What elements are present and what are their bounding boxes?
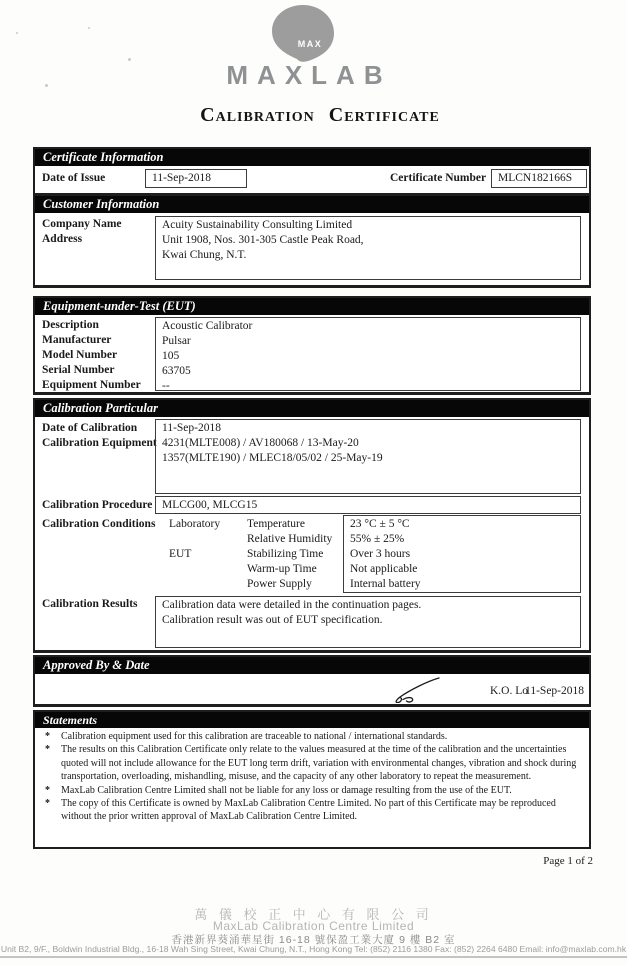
calibration-conditions-label: Calibration Conditions xyxy=(42,518,156,530)
scan-artifact xyxy=(88,27,90,29)
maxlab-wordmark: MAXLAB xyxy=(226,60,392,90)
footer-address-en: Unit B2, 9/F., Boldwin Industrial Bldg., 16-18 Wah Sing Street, Kwai Chung, N.T., Hong Kong Tel: (852) 2116 1380 Fax: (852) 2264 6480 Email: info@maxlab.com.hk xyxy=(0,944,627,954)
eut-row-value: 63705 xyxy=(162,365,191,377)
eut-row-label: Manufacturer xyxy=(42,334,112,346)
calibration-results-label: Calibration Results xyxy=(42,598,138,610)
approver-signature xyxy=(390,675,442,703)
section-header: Approved By & Date xyxy=(35,657,589,674)
condition-value: 23 °C ± 5 °C xyxy=(350,518,410,530)
section-header: Statements xyxy=(35,712,589,728)
date-of-issue-label: Date of Issue xyxy=(42,172,106,184)
section-approval xyxy=(33,655,591,707)
condition-name: Temperature xyxy=(247,518,305,530)
bullet-icon: * xyxy=(45,784,50,796)
footer-rule xyxy=(0,956,627,958)
eut-row-value: Acoustic Calibrator xyxy=(162,320,253,332)
statement-item: * The copy of this Certificate is owned by MaxLab Calibration Centre Limited. No part of this Certificate may be reproduced without the prior written approval of MaxLab Calibration Centre Limited. xyxy=(45,798,556,823)
calibration-equipment-line: 4231(MLTE008) / AV180068 / 13-May-20 xyxy=(162,437,359,449)
calibration-results-box xyxy=(155,596,581,648)
section-header: Customer Information xyxy=(35,196,589,213)
statement-item: * The results on this Calibration Certificate only relate to the values measured at the time of the calibration and the uncertainties quoted will not include allowance for the EUT long term drift, variation with environmental changes, vibration and shock during transportation, overloading, mishandling, misuse, and the capacity of any other laboratory to repeat the measurement. xyxy=(45,744,577,783)
condition-value: Over 3 hours xyxy=(350,548,411,560)
condition-values-box xyxy=(343,515,581,593)
calibration-equipment-label: Calibration Equipment xyxy=(42,437,157,449)
calibration-equipment-line: 1357(MLTE190) / MLEC18/05/02 / 25-May-19 xyxy=(162,452,383,464)
address-line: Unit 1908, Nos. 301-305 Castle Peak Road, xyxy=(162,234,364,246)
document-title: Calibration Certificate xyxy=(200,104,440,126)
bullet-icon: * xyxy=(45,744,50,756)
calibration-results-line: Calibration result was out of EUT specification. xyxy=(162,614,383,626)
company-name-label: Company Name xyxy=(42,218,122,230)
bullet-icon: * xyxy=(45,731,50,742)
eut-row-label: Serial Number xyxy=(42,364,115,376)
statement-item: * MaxLab Calibration Centre Limited shall not be liable for any loss or damage resulting from the use of the EUT. xyxy=(45,784,512,796)
date-of-calibration-label: Date of Calibration xyxy=(42,422,138,434)
date-of-calibration-value: 11-Sep-2018 xyxy=(162,422,221,434)
section-equipment-under-test xyxy=(33,296,591,395)
logo-max-text: MAX xyxy=(297,39,323,49)
section-header: Equipment-under-Test (EUT) xyxy=(35,298,589,315)
maxlab-logo-icon xyxy=(272,5,334,68)
section-statements xyxy=(33,710,591,849)
date-of-issue-value: 11-Sep-2018 xyxy=(145,169,247,188)
bullet-icon: * xyxy=(45,798,50,810)
company-name-value: Acuity Sustainability Consulting Limited xyxy=(162,219,353,231)
section-customer-information xyxy=(33,194,591,288)
eut-row-value: 105 xyxy=(162,350,180,362)
eut-row-value: -- xyxy=(162,380,170,391)
footer-company-name-zh: 萬 儀 校 正 中 心 有 限 公 司 xyxy=(194,907,433,922)
calibration-dates-box xyxy=(155,419,581,494)
eut-row-label: Model Number xyxy=(42,349,118,361)
condition-group-laboratory: Laboratory xyxy=(169,518,221,530)
customer-details-box xyxy=(155,216,581,280)
eut-row-value: Pulsar xyxy=(162,335,191,347)
condition-name: Power Supply xyxy=(247,578,312,590)
address-line: Kwai Chung, N.T. xyxy=(162,249,247,261)
section-certificate-information xyxy=(33,147,591,196)
condition-value: Not applicable xyxy=(350,563,418,575)
address-label: Address xyxy=(42,233,83,245)
condition-group-eut: EUT xyxy=(169,548,192,560)
certificate-number-value: MLCN182166S xyxy=(491,169,587,188)
condition-name: Stabilizing Time xyxy=(247,548,324,560)
eut-row-label: Description xyxy=(42,319,99,331)
certificate-number-label: Certificate Number xyxy=(390,172,487,184)
eut-row-label: Equipment Number xyxy=(42,379,141,391)
condition-value: Internal battery xyxy=(350,578,421,590)
eut-values-box xyxy=(155,317,581,391)
condition-value: 55% ± 25% xyxy=(350,533,405,545)
section-header: Calibration Particular xyxy=(35,400,589,417)
scan-artifact xyxy=(16,32,18,34)
page-number: Page 1 of 2 xyxy=(543,855,593,867)
condition-name: Warm-up Time xyxy=(247,563,317,575)
approval-date: 11-Sep-2018 xyxy=(525,685,584,697)
footer-company-name-en: MaxLab Calibration Centre Limited xyxy=(212,919,415,933)
approver-name: K.O. Lo xyxy=(490,685,529,697)
calibration-procedure-value: MLCG00, MLCG15 xyxy=(155,496,581,514)
section-calibration-particular xyxy=(33,398,591,653)
footer-address-zh: 香港新界葵涌華星街 16-18 號保盈工業大廈 9 樓 B2 室 xyxy=(171,934,456,946)
section-header: Certificate Information xyxy=(35,149,589,166)
calibration-results-line: Calibration data were detailed in the continuation pages. xyxy=(162,599,422,611)
statement-item: * Calibration equipment used for this calibration are traceable to national / international standards. xyxy=(45,731,448,742)
calibration-procedure-label: Calibration Procedure xyxy=(42,499,153,511)
condition-name: Relative Humidity xyxy=(247,533,333,545)
